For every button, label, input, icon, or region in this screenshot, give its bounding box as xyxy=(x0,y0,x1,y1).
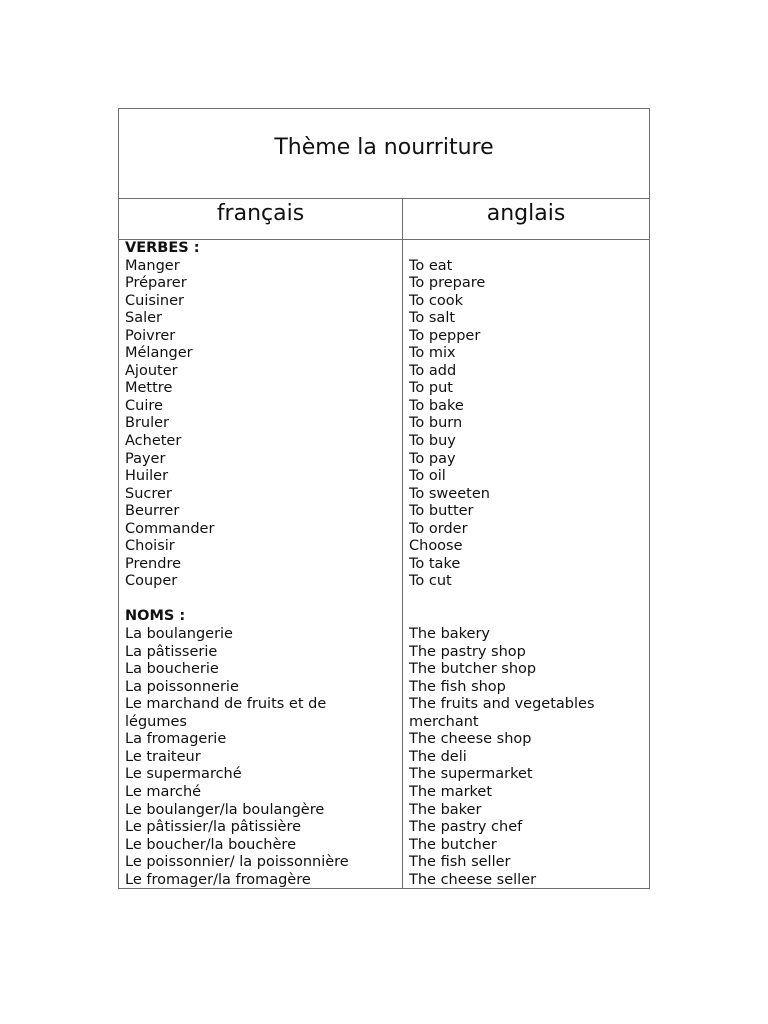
verb-row xyxy=(119,433,649,451)
noun-row xyxy=(119,766,649,784)
page-title: Thème la nourriture xyxy=(274,135,494,160)
english-term: To cut xyxy=(409,573,452,590)
verb-row xyxy=(119,398,649,416)
verb-row xyxy=(119,486,649,504)
french-term: Manger xyxy=(125,257,180,274)
english-term: The cheese seller xyxy=(409,871,537,888)
noun-row xyxy=(119,819,649,837)
noun-row xyxy=(119,802,649,820)
english-term: The pastry chef xyxy=(409,819,523,836)
french-term: La pâtisserie xyxy=(125,643,218,660)
french-term: La fromagerie xyxy=(125,731,227,748)
english-term: To pepper xyxy=(409,327,481,344)
english-term: The cheese shop xyxy=(409,731,532,748)
french-term: Le pâtissier/la pâtissière xyxy=(125,819,302,836)
french-term: Saler xyxy=(125,310,163,327)
english-term: To add xyxy=(409,362,457,379)
english-term: To burn xyxy=(409,415,463,432)
french-term: Le boulanger/la boulangère xyxy=(125,801,325,818)
noun-row xyxy=(119,696,649,714)
english-term: To sweeten xyxy=(409,485,490,502)
french-term: Mélanger xyxy=(125,345,193,362)
section-spacer xyxy=(119,591,649,609)
verb-row xyxy=(119,573,649,591)
nouns-section-header xyxy=(119,608,649,626)
english-term: To prepare xyxy=(409,275,486,292)
verbs-list xyxy=(119,258,649,591)
english-term: The baker xyxy=(409,801,482,818)
english-term: To salt xyxy=(409,310,456,327)
verb-row xyxy=(119,345,649,363)
french-term: Le fromager/la fromagère xyxy=(125,871,311,888)
english-term: The butcher xyxy=(409,836,497,853)
verb-row xyxy=(119,503,649,521)
verb-row xyxy=(119,293,649,311)
noun-row xyxy=(119,679,649,697)
french-term: Acheter xyxy=(125,433,182,450)
french-term: Couper xyxy=(125,573,178,590)
english-term: To put xyxy=(409,380,453,397)
noun-row xyxy=(119,626,649,644)
french-term: Mettre xyxy=(125,380,173,397)
nouns-list xyxy=(119,626,649,889)
french-term: Le supermarché xyxy=(125,766,242,783)
english-term: The fish seller xyxy=(409,854,511,871)
french-term: Commander xyxy=(125,520,215,537)
noun-row xyxy=(119,837,649,855)
column-header-row xyxy=(119,199,649,240)
verbs-section-header xyxy=(119,240,649,258)
english-term: The supermarket xyxy=(409,766,533,783)
french-term: Préparer xyxy=(125,275,187,292)
french-term: Le traiteur xyxy=(125,748,201,765)
english-term: The deli xyxy=(409,748,467,765)
noun-row xyxy=(119,731,649,749)
verb-row xyxy=(119,275,649,293)
french-term: Prendre xyxy=(125,555,182,572)
english-term: The market xyxy=(409,783,493,800)
english-term: The fish shop xyxy=(409,678,506,695)
verb-row xyxy=(119,258,649,276)
english-term: merchant xyxy=(409,713,479,730)
verbs-heading: VERBES : xyxy=(125,240,200,256)
english-term: To order xyxy=(409,520,468,537)
french-term: Payer xyxy=(125,450,166,467)
title-cell xyxy=(119,109,649,199)
verb-row xyxy=(119,310,649,328)
noun-row xyxy=(119,644,649,662)
verb-row xyxy=(119,328,649,346)
verb-row xyxy=(119,521,649,539)
noun-row xyxy=(119,854,649,872)
french-term: Cuire xyxy=(125,397,163,414)
english-term: To oil xyxy=(409,468,446,485)
english-term: To pay xyxy=(409,450,456,467)
french-term: légumes xyxy=(125,713,187,730)
english-term: To take xyxy=(409,555,461,572)
english-term: Choose xyxy=(409,538,463,555)
english-term: To butter xyxy=(409,503,474,520)
noun-row xyxy=(119,784,649,802)
verb-row xyxy=(119,380,649,398)
french-term: Beurrer xyxy=(125,503,180,520)
french-term: Choisir xyxy=(125,538,175,555)
verb-row xyxy=(119,538,649,556)
verb-row xyxy=(119,468,649,486)
french-term: La poissonnerie xyxy=(125,678,239,695)
french-term: Cuisiner xyxy=(125,292,184,309)
english-term: The butcher shop xyxy=(409,661,537,678)
french-term: Huiler xyxy=(125,468,169,485)
french-term: La boucherie xyxy=(125,661,219,678)
verb-row xyxy=(119,415,649,433)
english-term: The fruits and vegetables xyxy=(409,696,595,713)
english-term: To bake xyxy=(409,397,464,414)
verb-row xyxy=(119,451,649,469)
english-term: To eat xyxy=(409,257,453,274)
column-header-english: anglais xyxy=(486,201,566,226)
french-term: Bruler xyxy=(125,415,170,432)
french-term: Sucrer xyxy=(125,485,172,502)
verb-row xyxy=(119,556,649,574)
nouns-heading: NOMS : xyxy=(125,608,186,625)
verb-row xyxy=(119,363,649,381)
english-term: The bakery xyxy=(409,626,491,643)
english-term: To buy xyxy=(409,433,456,450)
english-term: To cook xyxy=(409,292,463,309)
noun-row xyxy=(119,872,649,890)
column-header-french: français xyxy=(216,201,305,226)
noun-row xyxy=(119,661,649,679)
english-term: The pastry shop xyxy=(409,643,526,660)
noun-row xyxy=(119,749,649,767)
noun-row xyxy=(119,714,649,732)
table-body xyxy=(119,240,649,889)
french-term: Le marchand de fruits et de xyxy=(125,696,327,713)
english-term: To mix xyxy=(409,345,456,362)
french-term: La boulangerie xyxy=(125,626,233,643)
french-term: Le poissonnier/ la poissonnière xyxy=(125,854,349,871)
french-term: Le boucher/la bouchère xyxy=(125,836,296,853)
french-term: Ajouter xyxy=(125,362,178,379)
french-term: Poivrer xyxy=(125,327,176,344)
vocabulary-table xyxy=(118,108,650,889)
french-term: Le marché xyxy=(125,783,202,800)
